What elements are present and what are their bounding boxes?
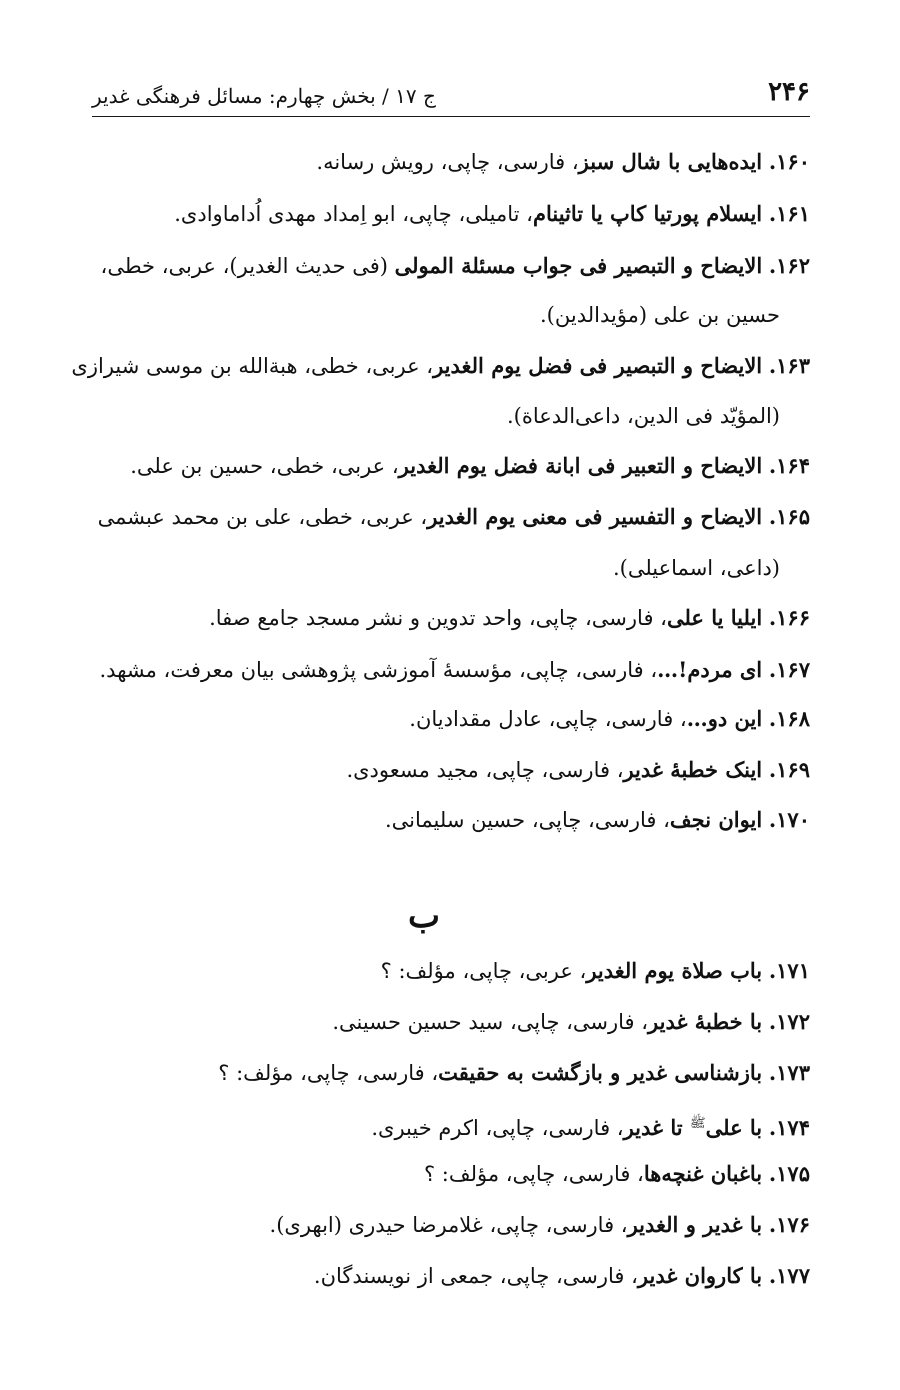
list-item bbox=[90, 755, 810, 785]
entry-title: با علی bbox=[705, 1115, 763, 1140]
entry-number: ۱۷۳. bbox=[768, 1060, 810, 1085]
entry-title: الایضاح و التعبیر فی ابانة فضل یوم الغدیر bbox=[398, 453, 763, 478]
entry-number: ۱۷۷. bbox=[768, 1263, 810, 1288]
entry-number: ۱۶۲. bbox=[768, 253, 810, 278]
entry-details: ، عربی، خطی، حسین بن علی. bbox=[130, 454, 399, 478]
list-item bbox=[71, 351, 810, 381]
list-item bbox=[90, 451, 810, 481]
entry-number: ۱۶۵. bbox=[768, 504, 810, 529]
entry-details: ، فارسی، چاپی، مجید مسعودی. bbox=[346, 758, 624, 782]
list-item bbox=[90, 704, 810, 734]
list-item bbox=[90, 805, 810, 835]
entry-number: ۱۶۱. bbox=[768, 201, 810, 226]
entry-number: ۱۷۶. bbox=[768, 1212, 810, 1237]
entry-continuation: (المؤیّد فی الدین، داعی‌الدعاة). bbox=[507, 404, 780, 428]
entry-details: ، عربی، چاپی، مؤلف: ؟ bbox=[380, 959, 587, 983]
entry-details: (فی حدیث الغدیر)، عربی، خطی، bbox=[100, 254, 395, 278]
entry-number: ۱۶۳. bbox=[768, 353, 810, 378]
entry-details: ، فارسی، چاپی، مؤلف: ؟ bbox=[218, 1061, 439, 1085]
list-item bbox=[90, 199, 810, 229]
entry-number: ۱۶۹. bbox=[768, 757, 810, 782]
entry-details: ، فارسی، چاپی، اکرم خیبری. bbox=[371, 1116, 624, 1140]
entry-title: این دو… bbox=[686, 706, 763, 731]
entry-details: ، تامیلی، چاپی، ابو اِمداد مهدی اُداماوادی. bbox=[174, 202, 533, 226]
entry-number: ۱۷۰. bbox=[768, 807, 810, 832]
entry-details: ، فارسی، چاپی، جمعی از نویسندگان. bbox=[313, 1264, 638, 1288]
entry-details: ، فارسی، چاپی، مؤسسهٔ آموزشی پژوهشی بیان معرفت، مشهد. bbox=[99, 658, 658, 682]
entry-number: ۱۷۴. bbox=[768, 1115, 810, 1140]
list-item bbox=[90, 1058, 810, 1088]
entry-number: ۱۶۸. bbox=[768, 706, 810, 731]
honorific-symbol: ﷺ bbox=[689, 1116, 706, 1131]
entry-title: باب صلاة یوم الغدیر bbox=[586, 958, 763, 983]
entry-continuation: حسین بن علی (مؤیدالدین). bbox=[540, 303, 780, 327]
entry-number: ۱۷۲. bbox=[768, 1009, 810, 1034]
entry-number: ۱۷۵. bbox=[768, 1161, 810, 1186]
list-item bbox=[90, 956, 810, 986]
entry-number: ۱۶۷. bbox=[768, 657, 810, 682]
entry-details: ، فارسی، چاپی، غلامرضا حیدری (ابهری). bbox=[269, 1213, 628, 1237]
list-item bbox=[90, 1210, 810, 1240]
list-item bbox=[90, 147, 810, 177]
section-heading: ب bbox=[407, 896, 440, 936]
list-item bbox=[90, 603, 810, 633]
page-header bbox=[92, 62, 810, 117]
page-number: ۲۴۶ bbox=[768, 77, 810, 107]
entry-details: ، فارسی، چاپی، مؤلف: ؟ bbox=[423, 1162, 644, 1186]
entry-number: ۱۷۱. bbox=[768, 958, 810, 983]
entry-title: ایده‌هایی با شال سبز bbox=[578, 149, 763, 174]
entry-details: ، عربی، خطی، هبةالله بن موسی شیرازی bbox=[71, 354, 434, 378]
entry-title: با غدیر و الغدیر bbox=[627, 1212, 763, 1237]
list-item bbox=[90, 1007, 810, 1037]
entry-title: الایضاح و التفسیر فی معنی یوم الغدیر bbox=[427, 504, 763, 529]
list-item bbox=[90, 1159, 810, 1189]
entry-title: باغبان غنچه‌ها bbox=[643, 1161, 763, 1186]
entry-title: با خطبهٔ غدیر bbox=[648, 1009, 763, 1034]
entry-number: ۱۶۰. bbox=[768, 149, 810, 174]
entry-details: ، فارسی، چاپی، سید حسین حسینی. bbox=[332, 1010, 649, 1034]
list-item bbox=[90, 251, 810, 281]
entry-title: با کاروان غدیر bbox=[637, 1263, 763, 1288]
list-item bbox=[90, 502, 810, 532]
running-title: ج ۱۷ / بخش چهارم: مسائل فرهنگی غدیر bbox=[92, 84, 436, 108]
list-item bbox=[90, 1109, 810, 1143]
entry-number: ۱۶۶. bbox=[768, 605, 810, 630]
entry-title: ایوان نجف bbox=[669, 807, 763, 832]
entry-title-continued: تا غدیر bbox=[623, 1115, 690, 1140]
entry-details: ، فارسی، چاپی، حسین سلیمانی. bbox=[384, 808, 670, 832]
list-item bbox=[90, 655, 810, 685]
entry-number: ۱۶۴. bbox=[768, 453, 810, 478]
entry-details: ، فارسی، چاپی، رویش رسانه. bbox=[316, 150, 579, 174]
entry-title: الایضاح و التبصیر فی جواب مسئلة المولی bbox=[394, 253, 763, 278]
entry-title: ایسلام پورتیا کاپ یا تاثینام bbox=[532, 201, 763, 226]
list-item bbox=[90, 1261, 810, 1291]
entry-title: ایلیا یا علی bbox=[666, 605, 763, 630]
entry-details: ، فارسی، چاپی، واحد تدوین و نشر مسجد جامع صفا. bbox=[209, 606, 667, 630]
entry-details: ، فارسی، چاپی، عادل مقدادیان. bbox=[409, 707, 687, 731]
entry-continuation: (داعی، اسماعیلی). bbox=[612, 556, 780, 580]
entry-title: ای مردم!… bbox=[657, 657, 763, 682]
entry-title: بازشناسی غدیر و بازگشت به حقیقت bbox=[438, 1060, 763, 1085]
entry-title: الایضاح و التبصیر فی فضل یوم الغدیر bbox=[433, 353, 763, 378]
entry-title: اینک خطبهٔ غدیر bbox=[623, 757, 763, 782]
entry-details: ، عربی، خطی، علی بن محمد عبشمی bbox=[97, 505, 428, 529]
